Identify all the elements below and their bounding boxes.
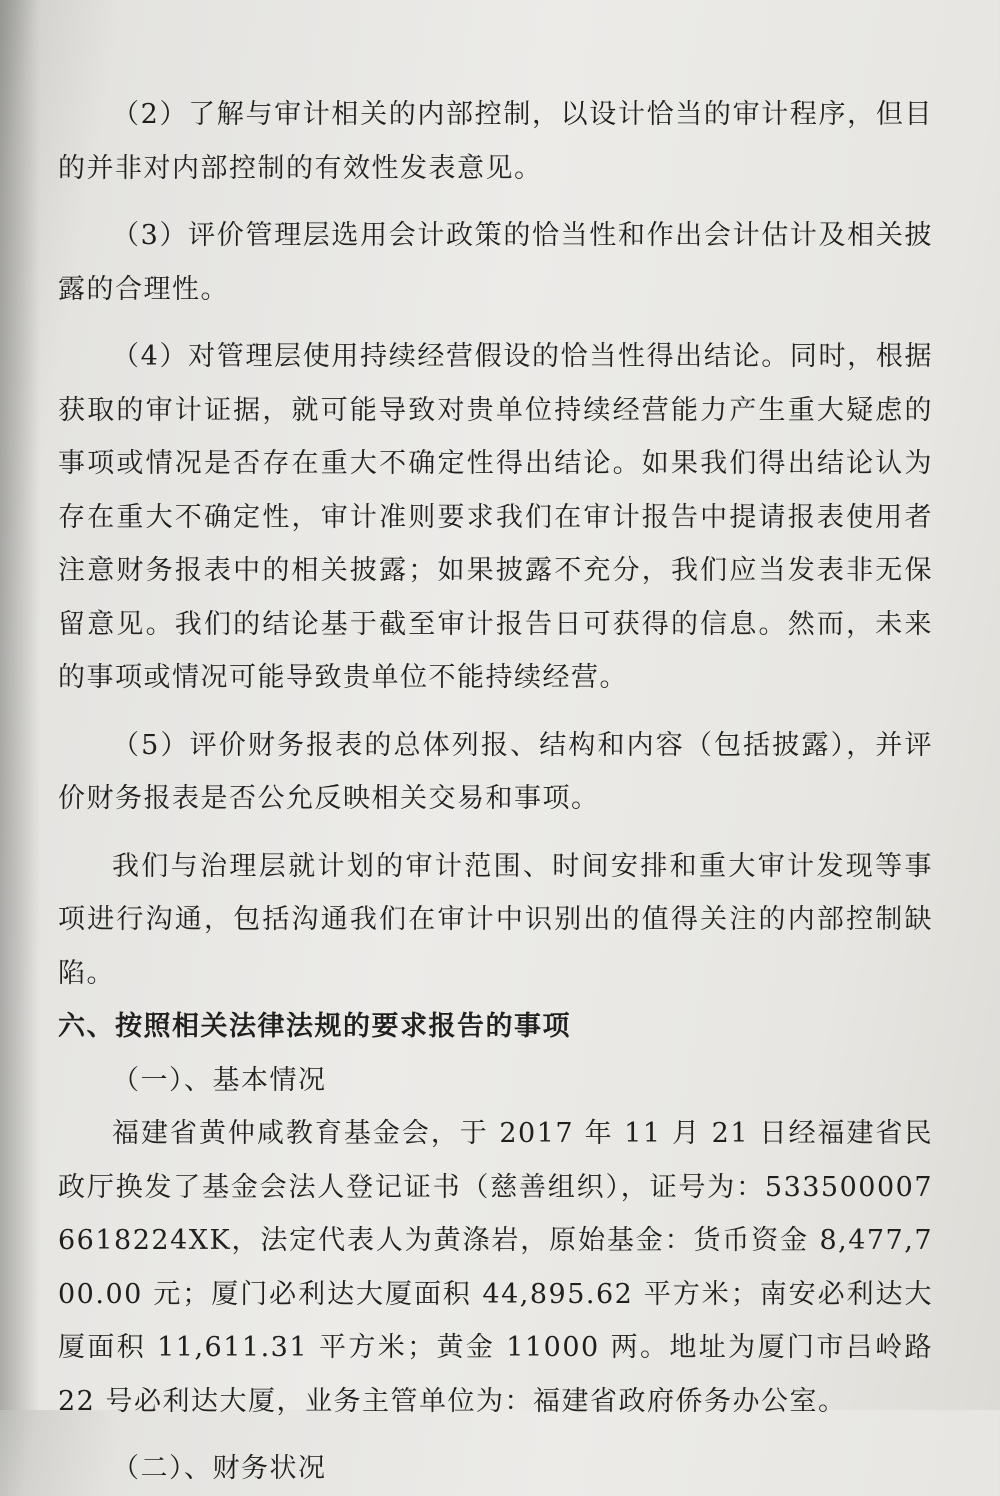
paragraph-internal-control: （2）了解与审计相关的内部控制，以设计恰当的审计程序，但目的并非对内部控制的有效性发表意见。 [58, 99, 933, 184]
section-heading: 六、按照相关法律法规的要求报告的事项 [58, 1011, 571, 1042]
paragraph-going-concern: （4）对管理层使用持续经营假设的恰当性得出结论。同时，根据获取的审计证据，就可能导致对贵单位持续经营能力产生重大疑虑的事项或情况是否存在重大不确定性得出结论。如果我们得出结论认为存在重大不确定性，审计准则要求我们在审计报告中提请报表使用者注意财务报表中的相关披露；如果披露不充分，我们应当发表非无保留意见。我们的结论基于截至审计报告日可获得的信息。然而，未来的事项或情况可能导致贵单位不能持续经营。 [58, 341, 933, 693]
paragraph-communication: 我们与治理层就计划的审计范围、时间安排和重大审计发现等事项进行沟通，包括沟通我们在审计中识别出的值得关注的内部控制缺陷。 [58, 850, 933, 989]
subsection-financial-status-title: （二）、财务状况 [112, 1453, 327, 1484]
document-page [58, 88, 933, 1496]
paragraph-basic-info: 福建省黄仲咸教育基金会，于 2017 年 11 月 21 日经福建省民政厅换发了基金会法人登记证书（慈善组织），证号为：5335000076618224XK，法定代表人为黄涤岩，原始基金：货币资金 8,477,700.00 元；厦门必利达大厦面积 44,895.62 平方米；南安必利达大厦面积 11,611.31 平方米；黄金 11000 两。地址为厦门市吕岭路 22 号必利达大厦，业务主管单位为：福建省政府侨务办公室。 [58, 1118, 933, 1417]
paragraph-accounting-policy: （3）评价管理层选用会计政策的恰当性和作出会计估计及相关披露的合理性。 [58, 220, 933, 305]
paragraph-presentation: （5）评价财务报表的总体列报、结构和内容（包括披露），并评价财务报表是否公允反映相关交易和事项。 [58, 729, 933, 814]
page-edge-shadow [0, 0, 40, 1410]
subsection-basic-info-title: （一）、基本情况 [112, 1064, 327, 1096]
